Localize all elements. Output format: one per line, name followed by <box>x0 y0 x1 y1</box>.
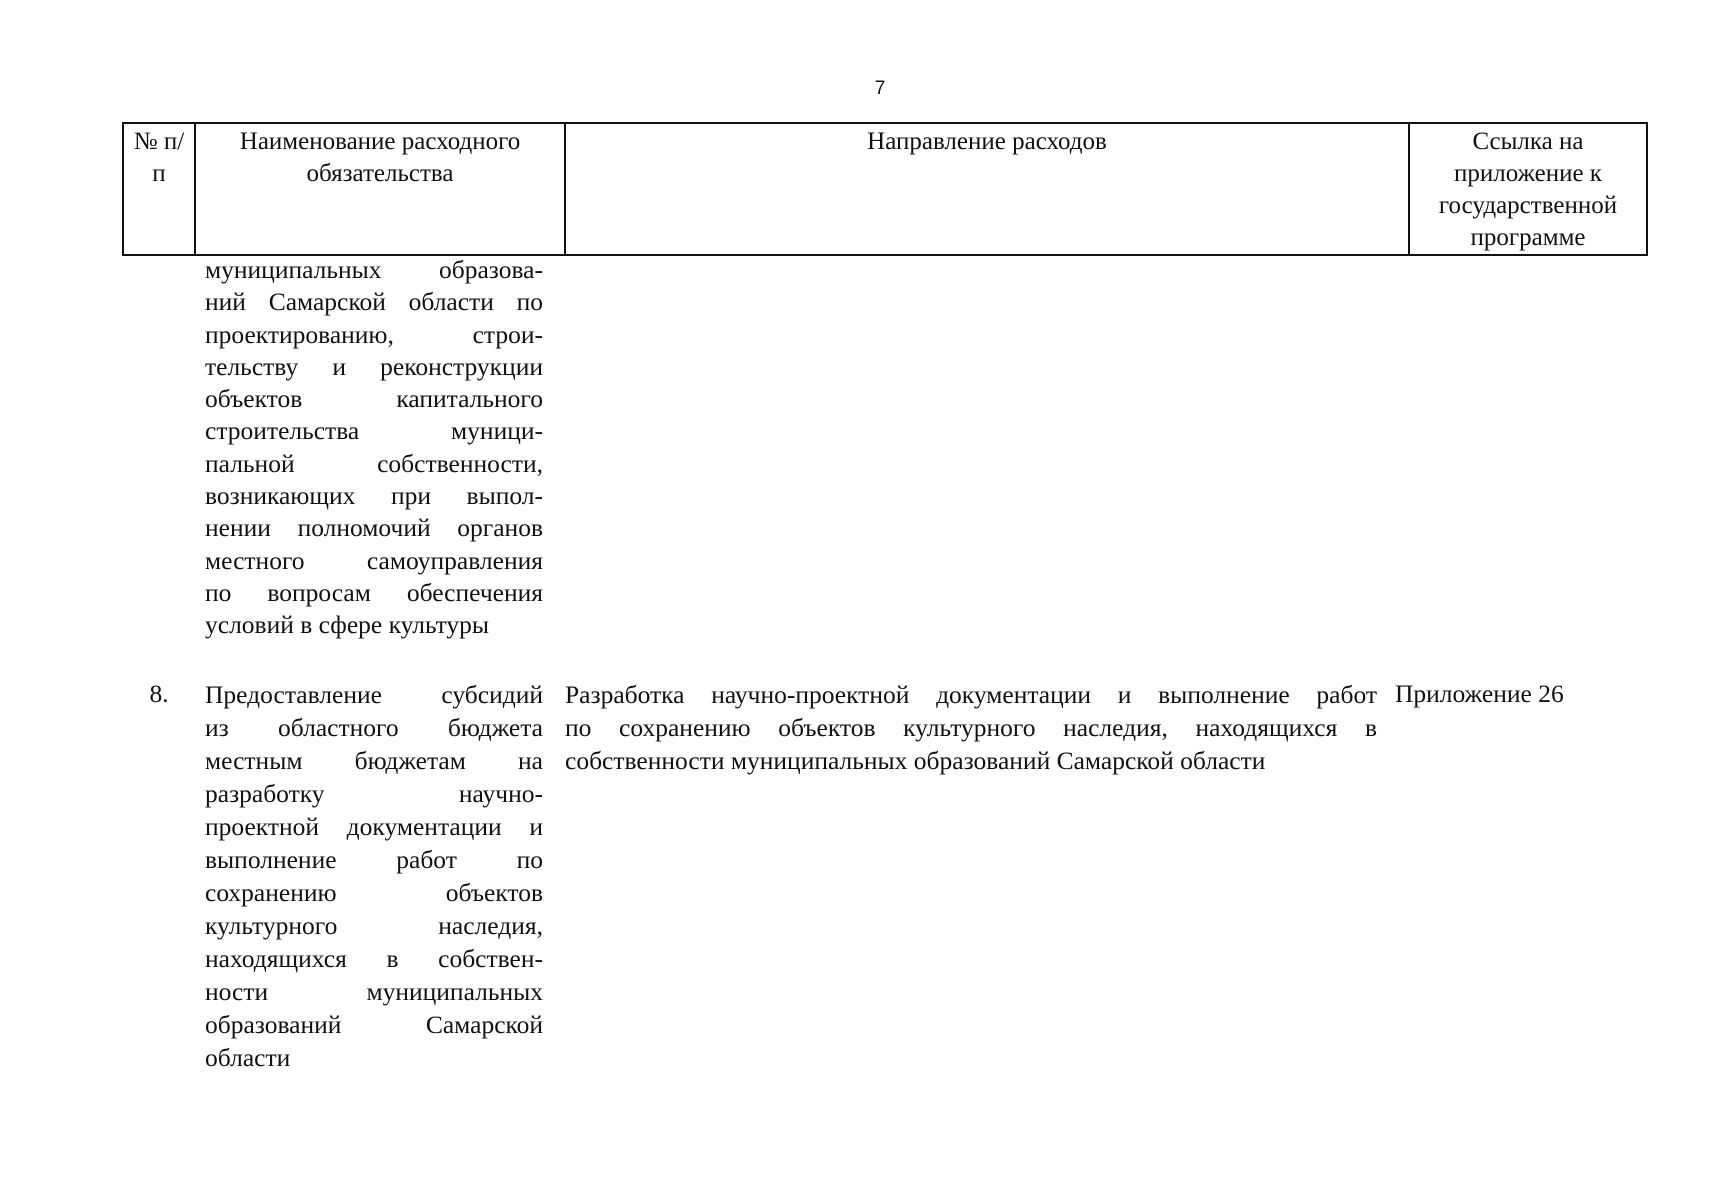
row-8-reference: Приложение 26 <box>1395 679 1564 708</box>
continued-name-line: возникающих при выпол- <box>205 481 543 511</box>
row-8-name-line: выполнение работ по <box>205 845 543 874</box>
row-8-name-line: находящихся в собствен- <box>205 944 543 973</box>
continued-name-line: объектов капитального <box>205 384 543 414</box>
continued-name-line: условий в сфере культуры <box>205 610 490 640</box>
continued-name-line: по вопросам обеспечения <box>205 577 543 607</box>
table-header <box>122 122 1648 256</box>
row-8-name <box>205 678 543 1074</box>
row-8-name-line: ности муниципальных <box>205 977 543 1006</box>
row-8-direction <box>565 678 1377 777</box>
header-col-name: Наименование расходного обязательства <box>195 123 565 255</box>
continued-row-name <box>205 254 543 642</box>
row-8-direction-line: собственности муниципальных образований Самарской области <box>565 746 1266 775</box>
row-8-name-line: сохранению объектов <box>205 878 543 907</box>
continued-name-line: тельству и реконструкции <box>205 351 543 381</box>
row-8-direction-line: по сохранению объектов культурного наследия, находящихся в <box>565 713 1377 742</box>
header-col-direction: Направление расходов <box>565 123 1409 255</box>
row-8-name-line: из областного бюджета <box>205 713 543 742</box>
row-8-name-line: проектной документации и <box>205 812 543 841</box>
continued-name-line: строительства муници- <box>205 416 543 446</box>
continued-name-line: пальной собственности, <box>205 448 543 478</box>
page-number: 7 <box>874 78 886 99</box>
row-8-number: 8. <box>149 679 169 708</box>
row-8-name-line: образований Самарской <box>205 1010 543 1039</box>
continued-name-line: ний Самарской области по <box>205 287 543 317</box>
continued-name-line: муниципальных образова- <box>205 255 543 284</box>
row-8-name-line: разработку научно- <box>205 779 543 808</box>
continued-name-line: нении полномочий органов <box>205 513 543 543</box>
continued-name-line: местного самоуправления <box>205 545 543 575</box>
row-8-direction-line: Разработка научно-проектной документации и выполнение работ <box>565 680 1377 709</box>
header-col-reference: Ссылка на приложение к государственной программе <box>1409 123 1647 255</box>
continued-name-line: проектированию, строи- <box>205 319 543 349</box>
row-8-name-line: Предоставление субсидий <box>205 680 543 709</box>
row-8-name-line: местным бюджетам на <box>205 746 543 775</box>
row-8-name-line: культурного наследия, <box>205 911 543 940</box>
header-col-number: № п/п <box>123 123 195 255</box>
row-8-name-line: области <box>205 1043 291 1072</box>
